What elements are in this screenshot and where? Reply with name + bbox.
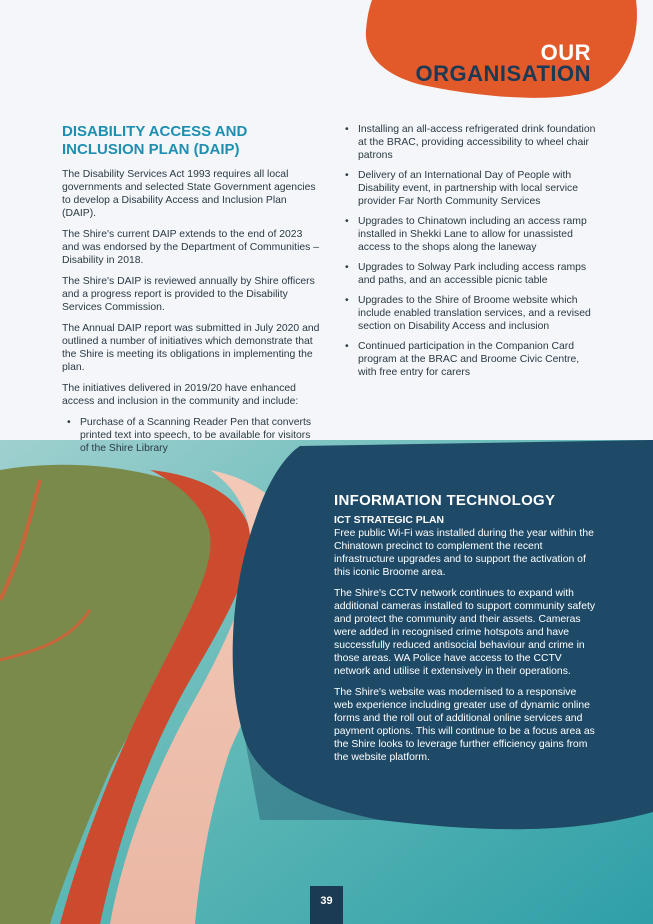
bullet-icon: • xyxy=(345,216,349,227)
list-item xyxy=(340,340,598,379)
list-item xyxy=(62,416,320,455)
it-paragraph: Free public Wi-Fi was installed during the year within the Chinatown precinct to complement the recent infrastructure upgrades and to support the activation of this iconic Broome area. xyxy=(334,528,594,578)
bullet-icon: • xyxy=(345,295,349,306)
list-item-text: Purchase of a Scanning Reader Pen that converts printed text into speech, to be available for visitors of the Shire Library xyxy=(80,417,312,454)
list-item-text: Delivery of an International Day of People with Disability event, in partnership with local service provider Far North Community Services xyxy=(358,170,579,207)
list-item-text: Installing an all-access refrigerated drink foundation at the BRAC, providing accessibility to wheel chair patrons xyxy=(358,124,596,161)
daip-left-column xyxy=(62,123,320,462)
daip-initiatives-list-left xyxy=(62,416,320,455)
header-title-line2: ORGANISATION xyxy=(415,61,591,86)
daip-title: DISABILITY ACCESS AND INCLUSION PLAN (DAIP) xyxy=(62,123,248,158)
list-item xyxy=(340,169,598,208)
bullet-icon: • xyxy=(345,170,349,181)
bullet-icon: • xyxy=(345,341,349,352)
list-item-text: Upgrades to Solway Park including access ramps and paths, and an accessible picnic table xyxy=(358,262,587,286)
list-item xyxy=(340,261,598,287)
it-subtitle: ICT STRATEGIC PLAN xyxy=(334,515,445,526)
list-item-text: Upgrades to the Shire of Broome website which include enabled translation services, and a revised section on Disability Access and inclusion xyxy=(358,295,591,332)
it-paragraph: The Shire's website was modernised to a responsive web experience including greater use of dynamic online forms and the roll out of additional online services and payment options. This will continue to be a focus area as the Shire looks to leverage further efficiency gains from the website platform. xyxy=(334,687,595,763)
list-item-text: Upgrades to Chinatown including an access ramp installed in Shekki Lane to allow for unassisted access to the shops along the laneway xyxy=(358,216,587,253)
daip-paragraph: The Shire's DAIP is reviewed annually by Shire officers and a progress report is provided to the Disability Services Commission. xyxy=(62,276,315,313)
list-item-text: Continued participation in the Companion Card program at the BRAC and Broome Civic Centre, with free entry for carers xyxy=(358,341,580,378)
daip-paragraph: The Annual DAIP report was submitted in July 2020 and outlined a number of initiatives which demonstrate that the Shire is meeting its obligations in implementing the plan. xyxy=(62,323,320,373)
daip-paragraph: The initiatives delivered in 2019/20 have enhanced access and inclusion in the community and include: xyxy=(62,383,299,407)
list-item xyxy=(340,123,598,162)
daip-paragraph: The Disability Services Act 1993 requires all local governments and selected State Government agencies to develop a Disability Access and Inclusion Plan (DAIP). xyxy=(62,169,316,219)
list-item xyxy=(340,215,598,254)
it-title: INFORMATION TECHNOLOGY xyxy=(334,492,556,509)
header-title-line1: OUR xyxy=(540,40,591,65)
daip-paragraph: The Shire's current DAIP extends to the end of 2023 and was endorsed by the Department of Communities – Disability in 2018. xyxy=(62,229,320,266)
bullet-icon: • xyxy=(345,262,349,273)
daip-right-column xyxy=(340,123,598,386)
daip-initiatives-list-right xyxy=(340,123,598,379)
page-number: 39 xyxy=(310,886,343,924)
it-section xyxy=(334,492,596,772)
bullet-icon: • xyxy=(345,124,349,135)
list-item xyxy=(340,294,598,333)
bullet-icon: • xyxy=(67,417,71,428)
it-paragraph: The Shire's CCTV network continues to expand with additional cameras installed to support community safety and protect the community and their assets. Cameras were added in recognised crime hotspots and have successfully reduced antisocial behaviour and crime in those areas. WA Police have access to the CCTV network and utilise it extensively in their operations. xyxy=(334,588,596,677)
